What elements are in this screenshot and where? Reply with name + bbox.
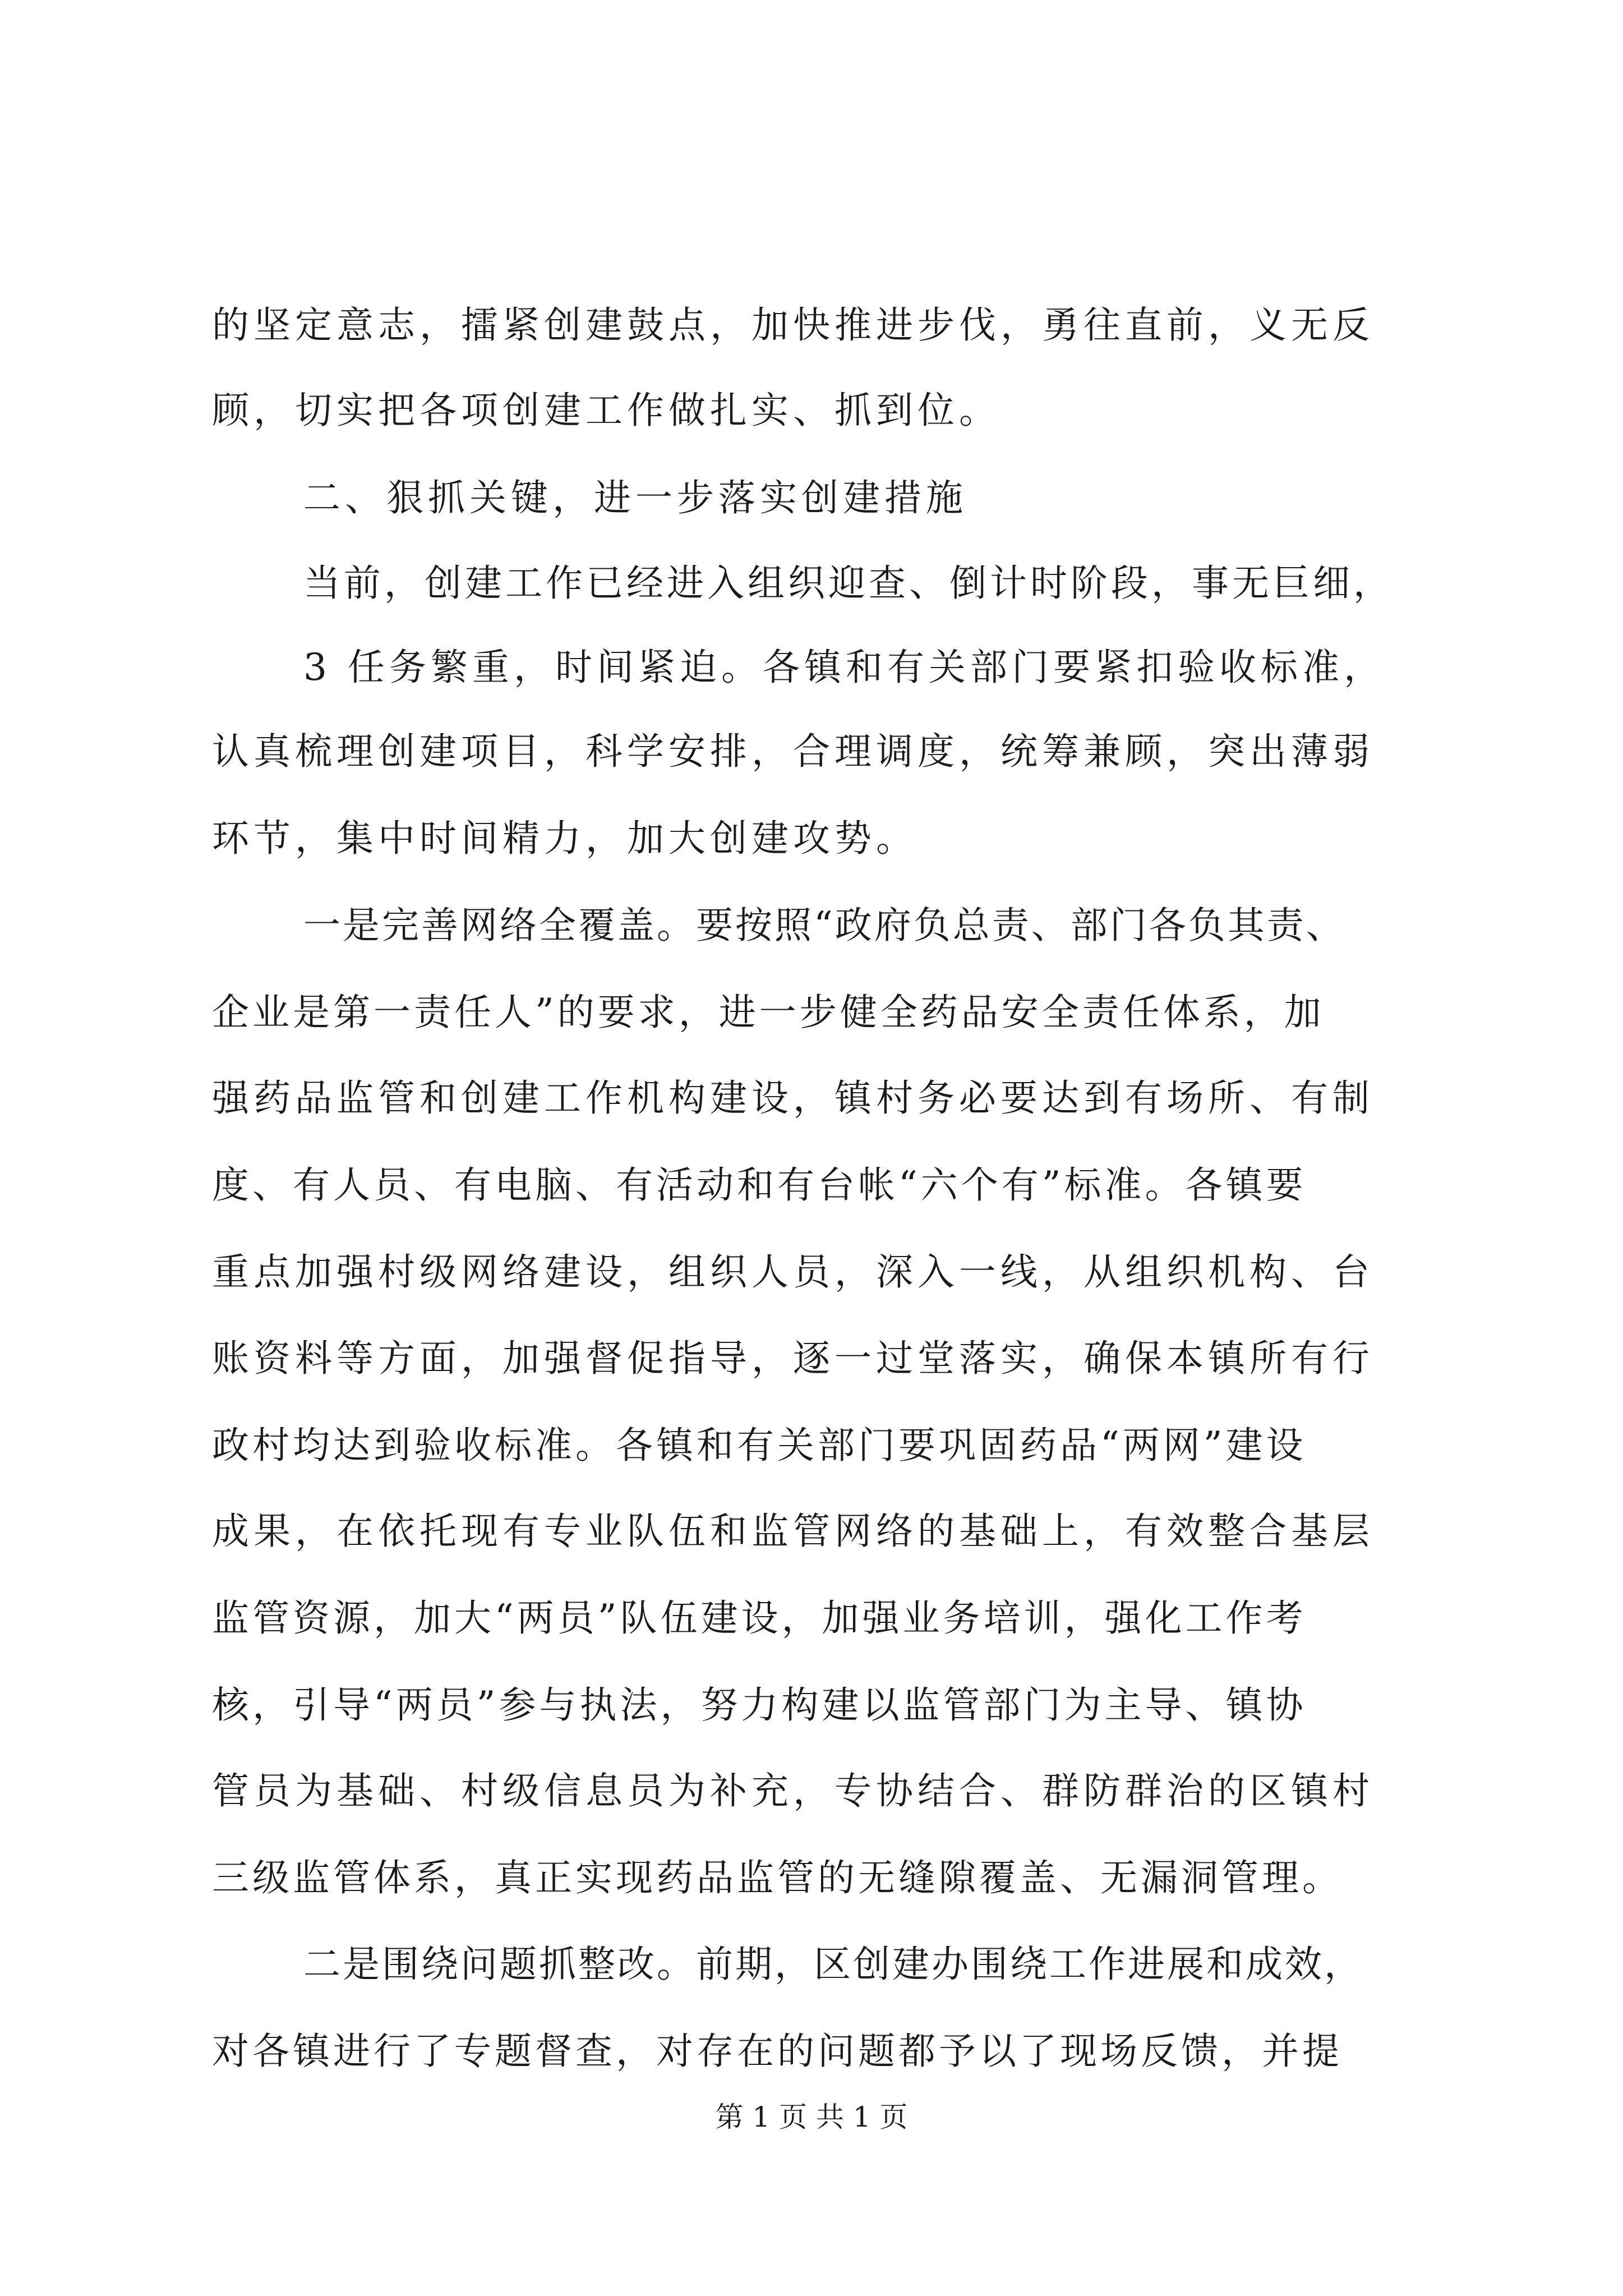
body-line-2: 顾，切实把各项创建工作做扎实、抓到位。 (212, 389, 1000, 432)
body-line-7: 环节，集中时间精力，加大创建攻势。 (212, 817, 917, 860)
body-line-6: 认真梳理创建项目，科学安排，合理调度，统筹兼顾，突出薄弱 (212, 730, 1374, 773)
body-line-19: 三级监管体系，真正实现药品监管的无缝隙覆盖、无漏洞管理。 (212, 1856, 1343, 1899)
body-line-1: 的坚定意志，擂紧创建鼓点，加快推进步伐，勇往直前，义无反 (212, 303, 1374, 347)
body-line-12: 重点加强村级网络建设，组织人员，深入一线，从组织机构、台 (212, 1250, 1374, 1294)
body-line-17: 核，引导“两员”参与执法，努力构建以监管部门为主导、镇协 (212, 1683, 1307, 1727)
body-line-21: 对各镇进行了专题督查，对存在的问题都予以了现场反馈，并提 (212, 2030, 1343, 2073)
section-heading: 二、狠抓关键，进一步落实创建措施 (303, 476, 967, 519)
body-line-4: 当前，创建工作已经进入组织迎查、倒计时阶段，事无巨细， (303, 562, 1394, 605)
body-line-11: 度、有人员、有电脑、有活动和有台帐“六个有”标准。各镇要 (212, 1163, 1307, 1207)
body-line-8: 一是完善网络全覆盖。要按照“政府负总责、部门各负其责、 (303, 904, 1345, 947)
body-line-14: 政村均达到验收标准。各镇和有关部门要巩固药品“两网”建设 (212, 1424, 1307, 1467)
body-line-9: 企业是第一责任人”的要求，进一步健全药品安全责任体系，加 (212, 991, 1325, 1034)
body-line-5: 3 任务繁重，时间紧迫。各镇和有关部门要紧扣验收标准， (303, 646, 1385, 689)
page-footer: 第 1 页 共 1 页 (715, 2101, 908, 2133)
body-line-15: 成果，在依托现有专业队伍和监管网络的基础上，有效整合基层 (212, 1510, 1374, 1553)
body-line-13: 账资料等方面，加强督促指导，逐一过堂落实，确保本镇所有行 (212, 1337, 1374, 1380)
body-line-10: 强药品监管和创建工作机构建设，镇村务必要达到有场所、有制 (212, 1076, 1374, 1120)
body-line-18: 管员为基础、村级信息员为补充，专协结合、群防群治的区镇村 (212, 1769, 1374, 1812)
body-line-20: 二是围绕问题抓整改。前期，区创建办围绕工作进展和成效， (303, 1943, 1363, 1986)
body-line-16: 监管资源，加大“两员”队伍建设，加强业务培训，强化工作考 (212, 1596, 1307, 1640)
